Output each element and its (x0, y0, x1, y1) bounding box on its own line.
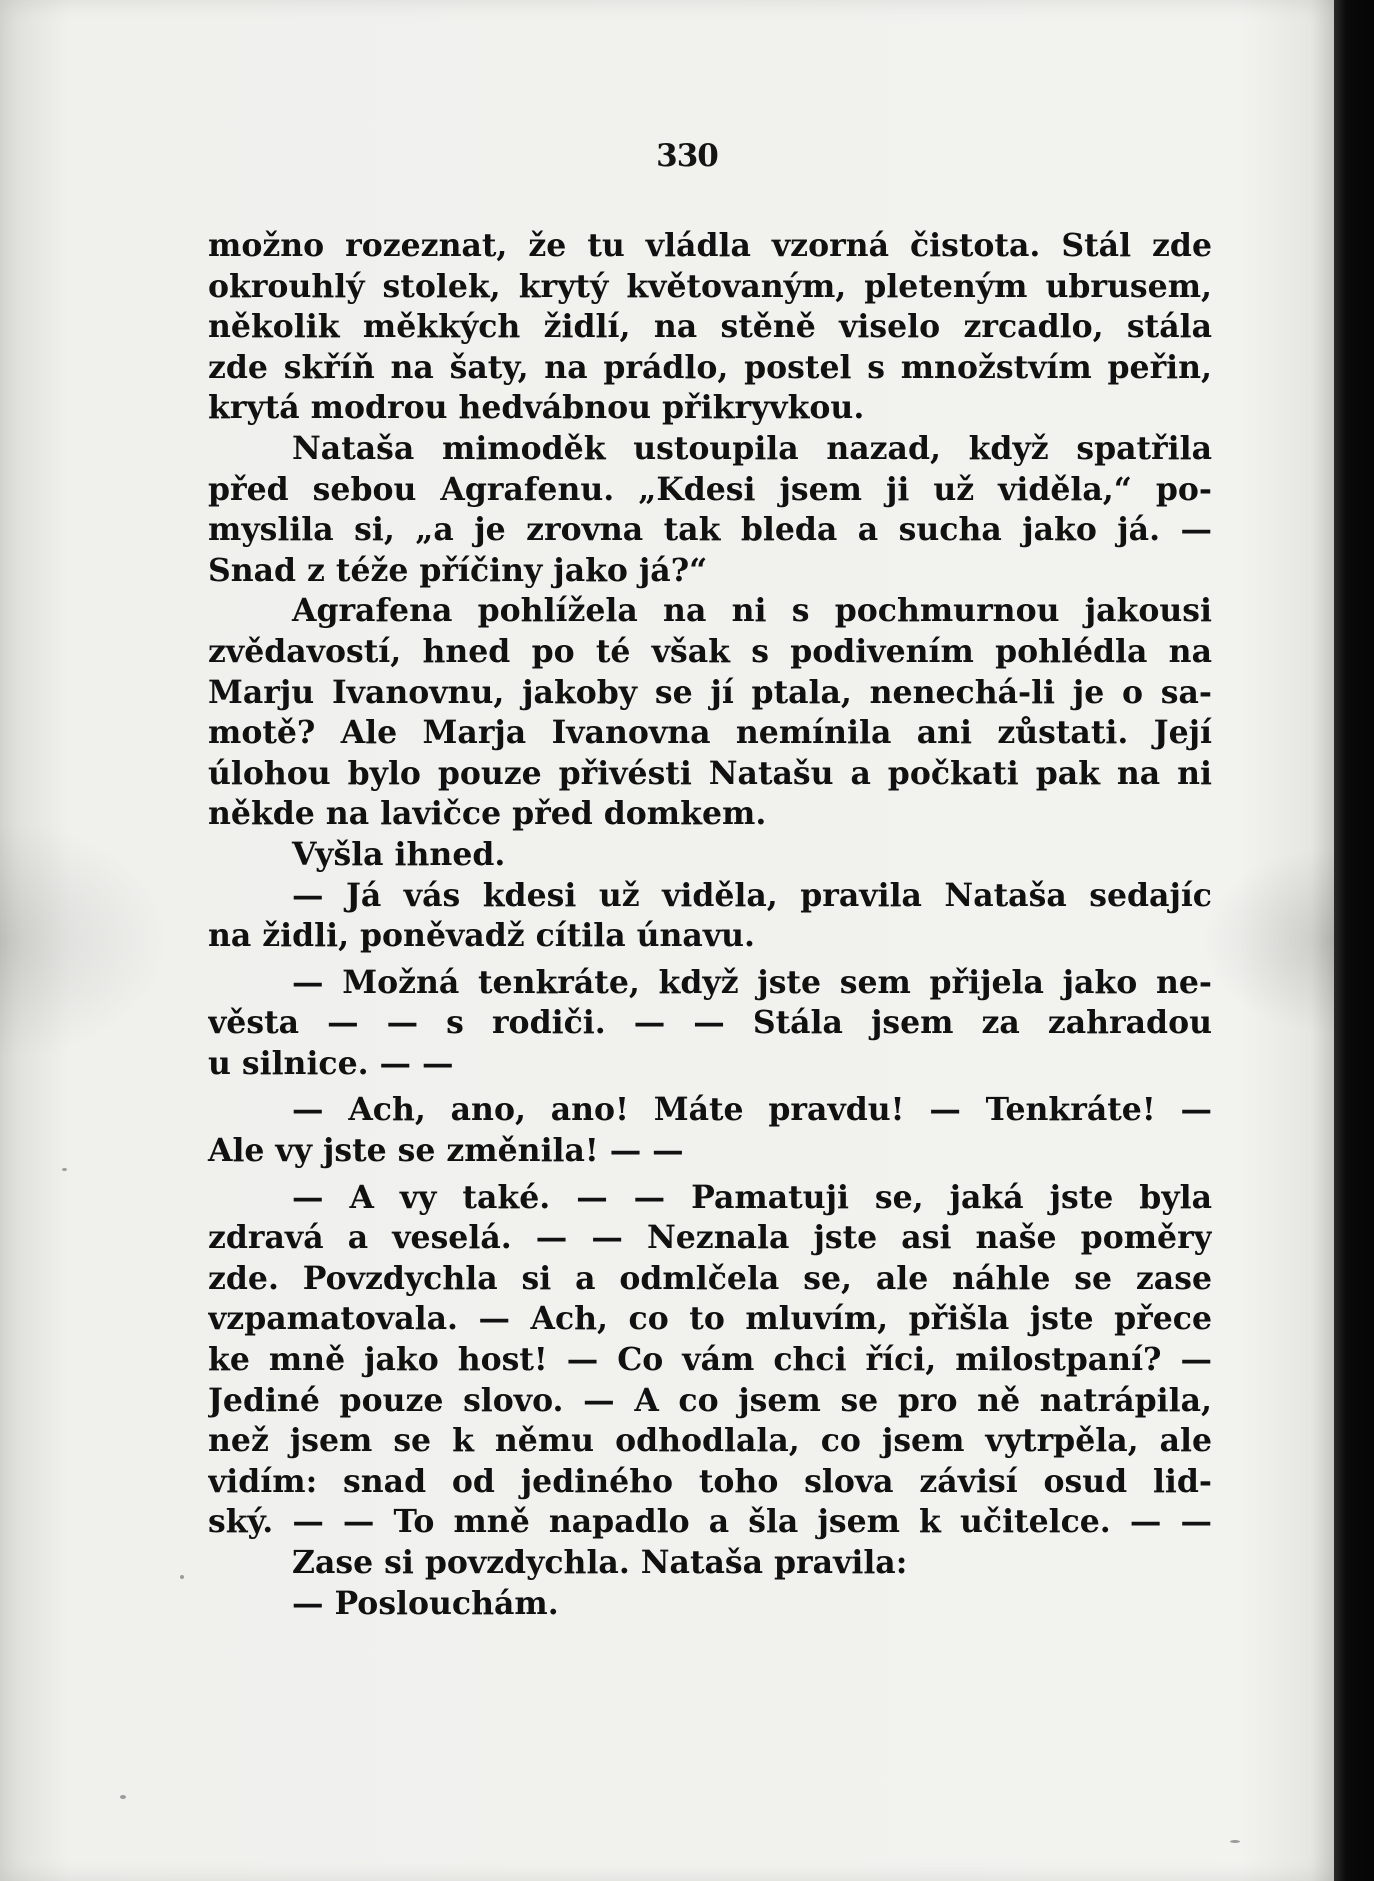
text-line: vzpamatovala. — Ach, co to mluvím, přišla jste přece (208, 1300, 1212, 1338)
text-line: na židli, poněvadž cítila únavu. (208, 917, 755, 955)
text-line: myslila si, „a je zrovna tak bleda a sucha jako já. — (208, 511, 1212, 549)
page-number: 330 (656, 138, 718, 174)
text-line: několik měkkých židlí, na stěně viselo zrcadlo, stála (208, 308, 1212, 346)
text-line: Vyšla ihned. (292, 835, 506, 873)
print-speck (1230, 1840, 1240, 1843)
text-line: Snad z téže příčiny jako já?“ (208, 551, 708, 589)
text-line: úlohou bylo pouze přivésti Natašu a počkati pak na ni (208, 754, 1212, 792)
text-line: možno rozeznat, že tu vládla vzorná čistota. Stál zde (208, 227, 1212, 264)
text-line: — Možná tenkráte, když jste sem přijela jako ne- (292, 963, 1212, 1001)
text-line: vidím: snad od jediného toho slova závisí osud lid- (208, 1462, 1212, 1500)
print-speck (120, 1795, 126, 1799)
text-line: zdravá a veselá. — — Neznala jste asi naše poměry (208, 1219, 1212, 1257)
text-line: — Ach, ano, ano! Máte pravdu! — Tenkráte! — (292, 1091, 1212, 1129)
text-line: Jediné pouze slovo. — A co jsem se pro ně natrápila, (208, 1381, 1212, 1419)
text-line: Marju Ivanovnu, jakoby se jí ptala, nenechá-li je o sa- (208, 673, 1212, 711)
text-line: zde. Povzdychla si a odmlčela se, ale náhle se zase (208, 1259, 1212, 1297)
text-line: — Poslouchám. (292, 1584, 559, 1622)
print-speck (62, 1168, 67, 1171)
text-line: — A vy také. — — Pamatuji se, jaká jste byla (292, 1178, 1212, 1216)
text-line: Ale vy jste se změnila! — — (208, 1132, 684, 1170)
text-line: Zase si povzdychla. Nataša pravila: (292, 1544, 908, 1581)
text-line: ke mně jako host! — Co vám chci říci, milostpaní? — (208, 1341, 1212, 1379)
text-line: před sebou Agrafenu. „Kdesi jsem ji už viděla,“ po- (208, 470, 1212, 508)
text-line: — Já vás kdesi už viděla, pravila Nataša sedajíc (292, 876, 1212, 914)
body-text (208, 226, 1212, 1624)
text-line: než jsem se k němu odhodlala, co jsem vytrpěla, ale (208, 1422, 1212, 1460)
text-line: u silnice. — — (208, 1044, 454, 1082)
text-line: okrouhlý stolek, krytý květovaným, pleteným ubrusem, (208, 267, 1212, 305)
text-line: motě? Ale Marja Ivanovna nemínila ani zůstati. Její (208, 714, 1212, 752)
text-line: Nataša mimoděk ustoupila nazad, když spatřila (292, 429, 1212, 467)
scan-edge (1334, 0, 1374, 1881)
print-speck (180, 1575, 184, 1579)
text-line: věsta — — s rodiči. — — Stála jsem za zahradou (208, 1004, 1212, 1042)
text-line: zvědavostí, hned po té však s podivením pohlédla na (208, 632, 1212, 670)
text-line: krytá modrou hedvábnou přikryvkou. (208, 389, 865, 427)
text-line: ský. — — To mně napadlo a šla jsem k učitelce. — — (208, 1503, 1212, 1541)
text-line: někde na lavičce před domkem. (208, 795, 767, 833)
text-line: zde skříň na šaty, na prádlo, postel s množstvím peřin, (208, 348, 1212, 386)
text-line: Agrafena pohlížela na ni s pochmurnou jakousi (292, 592, 1212, 630)
